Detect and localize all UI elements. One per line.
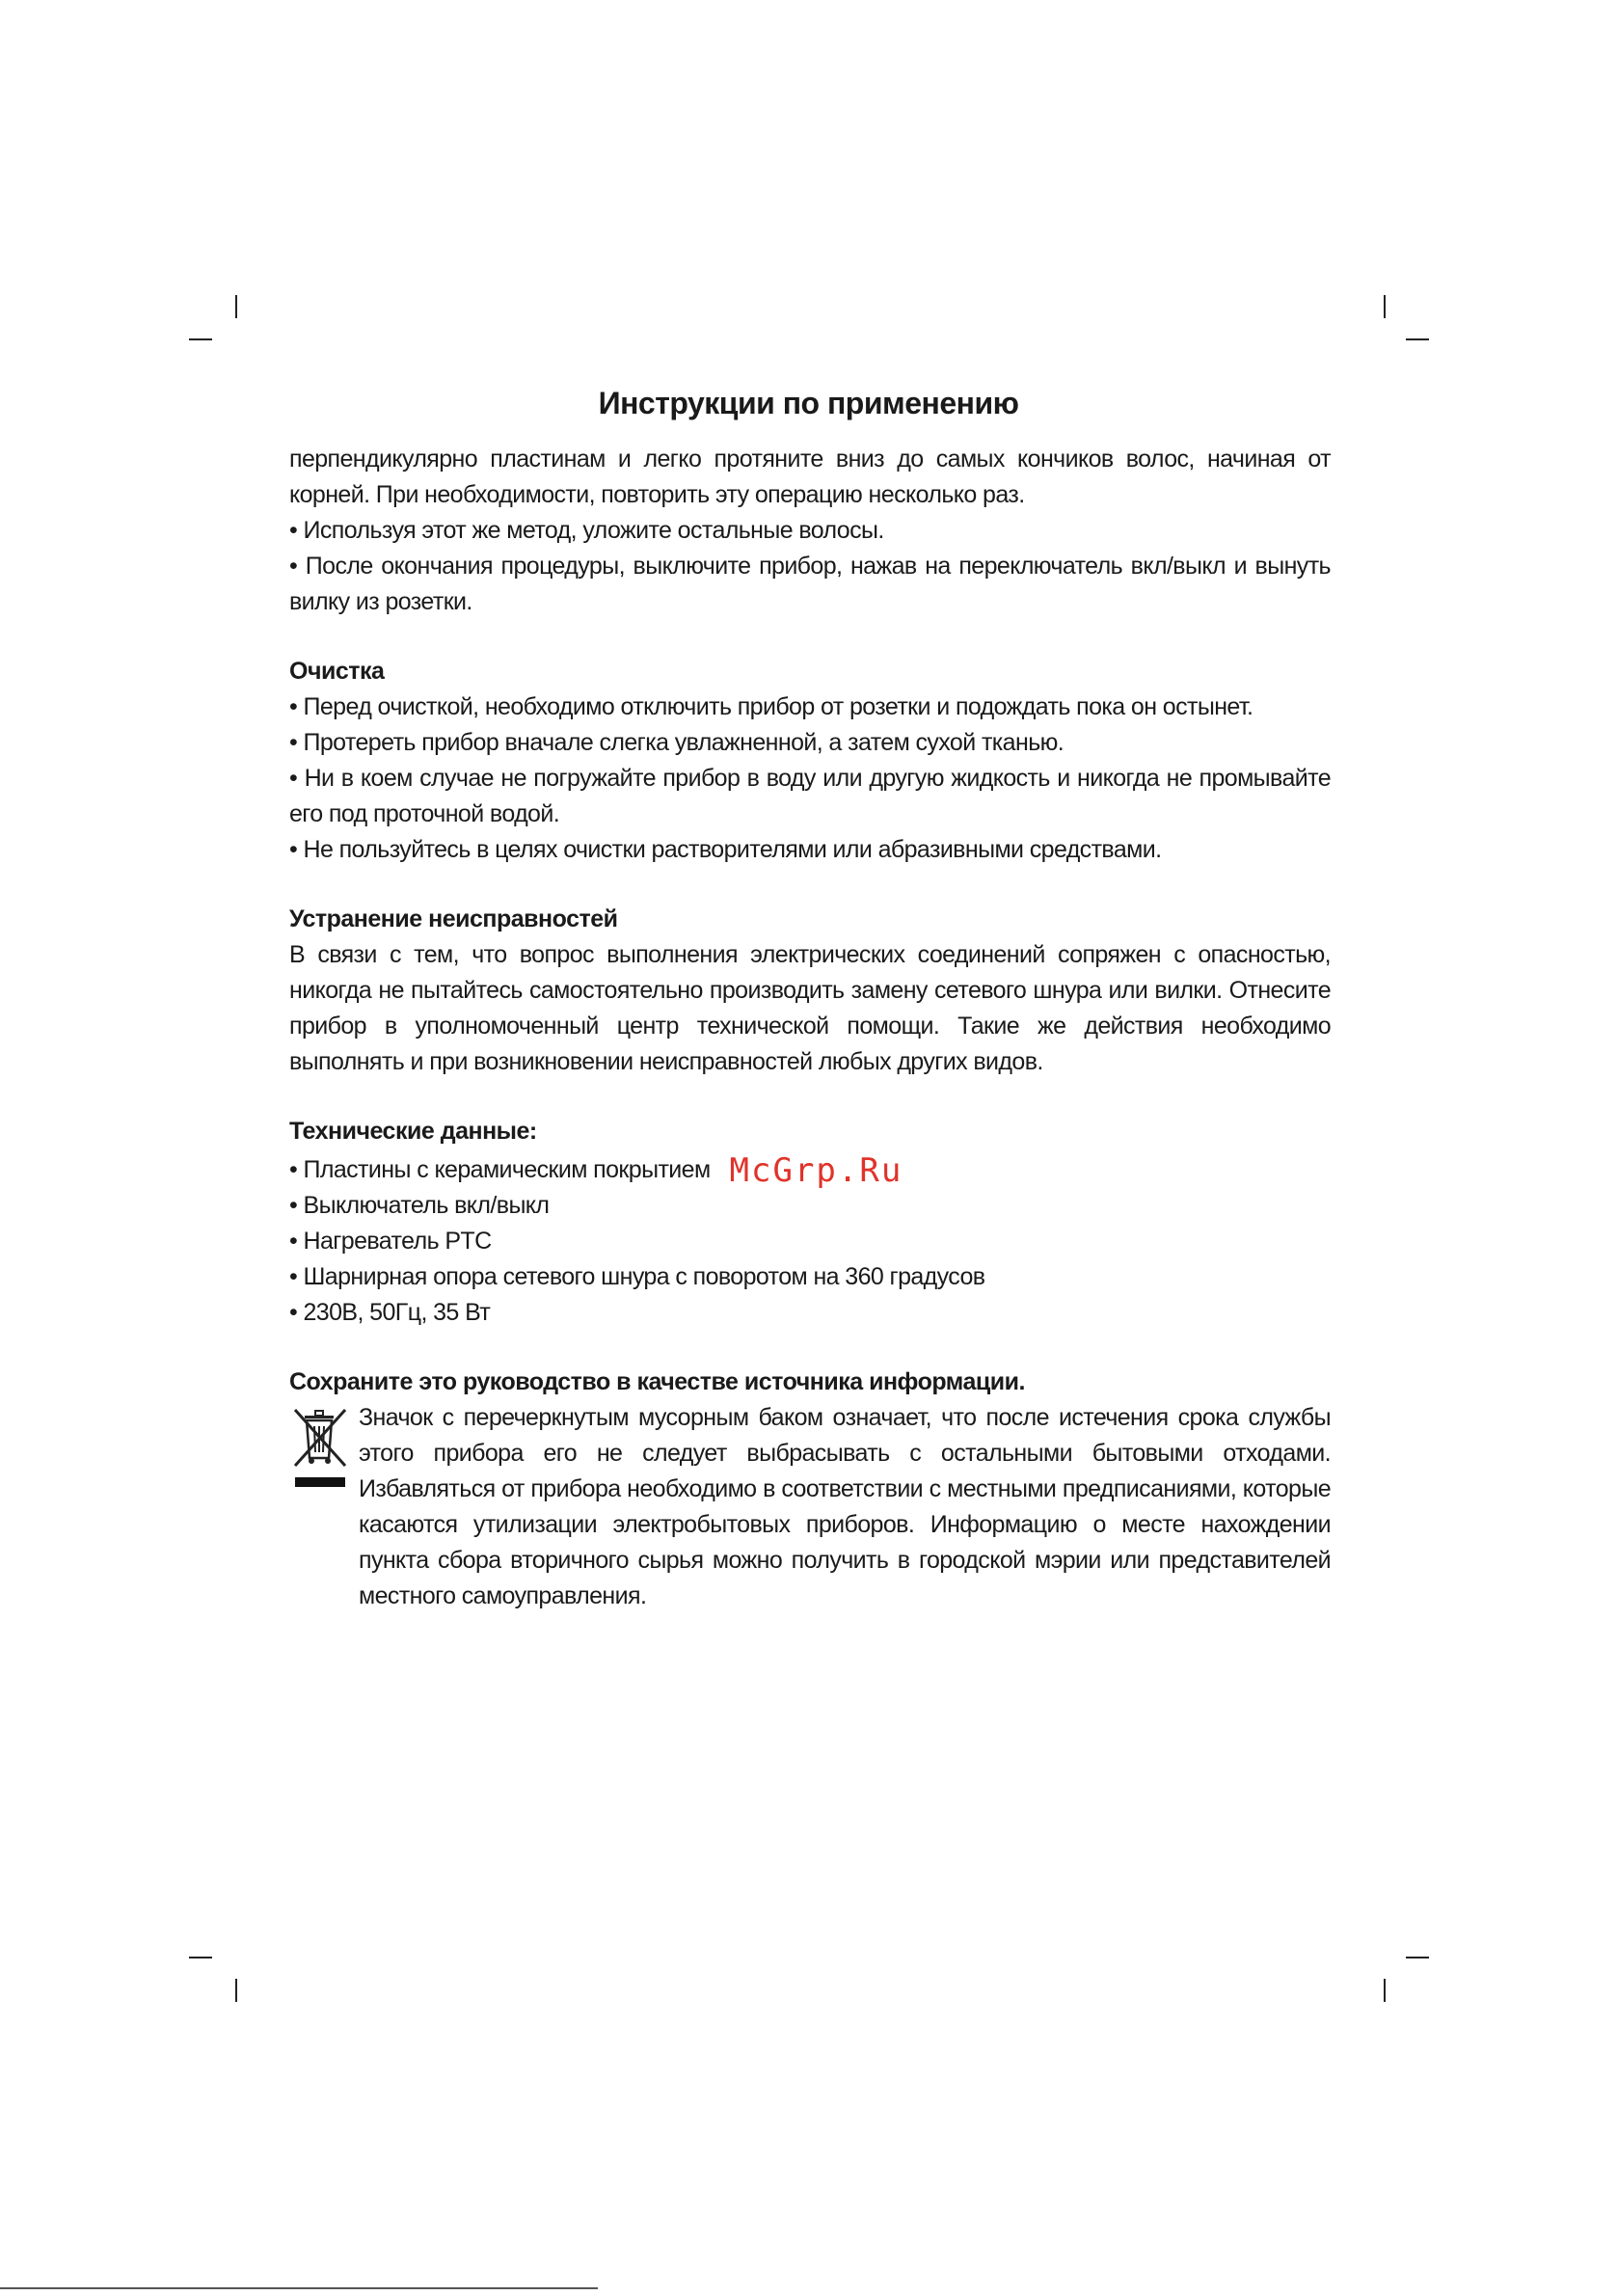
- disposal-text: Значок с перечеркнутым мусорным баком означает, что после истечения срока службы этого прибора его не следует выбрасывать с остальными бытовыми отходами. Избавляться от прибора необходимо в соответствии с местными предписаниями, которые касаются утилизации электробытовых приборов. Информацию о месте нахождении пункта сбора вторичного сырья можно получить в городской мэрии или представителей местного самоуправления.: [359, 1404, 1331, 1609]
- crop-mark-bottom-left-horizontal: [189, 1957, 212, 1958]
- crop-mark-top-right-horizontal: [1406, 338, 1429, 340]
- disposal-heading: Сохраните это руководство в качестве источника информации.: [289, 1368, 1025, 1395]
- troubleshooting-heading: Устранение неисправностей: [289, 905, 618, 932]
- specs-item: • Нагреватель PTC: [289, 1228, 492, 1255]
- specs-heading: Технические данные:: [289, 1118, 537, 1145]
- cleaning-heading: Очистка: [289, 658, 385, 685]
- specs-item: • 230В, 50Гц, 35 Вт: [289, 1299, 491, 1326]
- intro-paragraph: перпендикулярно пластинам и легко протяните вниз до самых кончиков волос, начиная от корней. При необходимости, повторить эту операцию несколько раз.: [289, 446, 1331, 508]
- specs-item-text: • Пластины с керамическим покрытием: [289, 1156, 711, 1183]
- cleaning-item: • Протереть прибор вначале слегка увлажненной, а затем сухой тканью.: [289, 729, 1065, 756]
- crop-mark-bottom-right-horizontal: [1406, 1957, 1429, 1958]
- specs-item: [289, 1149, 1331, 1188]
- cleaning-item: • Не пользуйтесь в целях очистки растворителями или абразивными средствами.: [289, 836, 1162, 863]
- crop-mark-bottom-left-vertical: [235, 1979, 237, 2002]
- page-title: Инструкции по применению: [598, 386, 1019, 420]
- disposal-section: [289, 1400, 1331, 1614]
- crop-mark-top-left-horizontal: [189, 338, 212, 340]
- specs-item: • Выключатель вкл/выкл: [289, 1192, 550, 1219]
- cleaning-item: • Ни в коем случае не погружайте прибор в воду или другую жидкость и никогда не промывайте его под проточной водой.: [289, 765, 1331, 827]
- crossed-out-bin-icon: [289, 1402, 351, 1489]
- footer-rule: [0, 2287, 598, 2289]
- intro-bullet: • После окончания процедуры, выключите прибор, нажав на переключатель вкл/выкл и вынуть вилку из розетки.: [289, 553, 1331, 615]
- specs-item: • Шарнирная опора сетевого шнура с поворотом на 360 градусов: [289, 1263, 985, 1290]
- crop-mark-top-right-vertical: [1384, 295, 1386, 318]
- crop-mark-bottom-right-vertical: [1384, 1979, 1386, 2002]
- watermark-link[interactable]: McGrp.Ru: [729, 1151, 903, 1190]
- cleaning-item: • Перед очисткой, необходимо отключить прибор от розетки и подождать пока он остынет.: [289, 693, 1253, 720]
- crop-mark-top-left-vertical: [235, 295, 237, 318]
- intro-bullet: • Используя этот же метод, уложите остальные волосы.: [289, 517, 884, 544]
- troubleshooting-text: В связи с тем, что вопрос выполнения электрических соединений сопряжен с опасностью, никогда не пытайтесь самостоятельно производить замену сетевого шнура или вилки. Отнесите прибор в уполномоченный центр технической помощи. Такие же действия необходимо выполнять и при возникновении неисправностей любых других видов.: [289, 941, 1331, 1075]
- document-body: [289, 442, 1331, 1614]
